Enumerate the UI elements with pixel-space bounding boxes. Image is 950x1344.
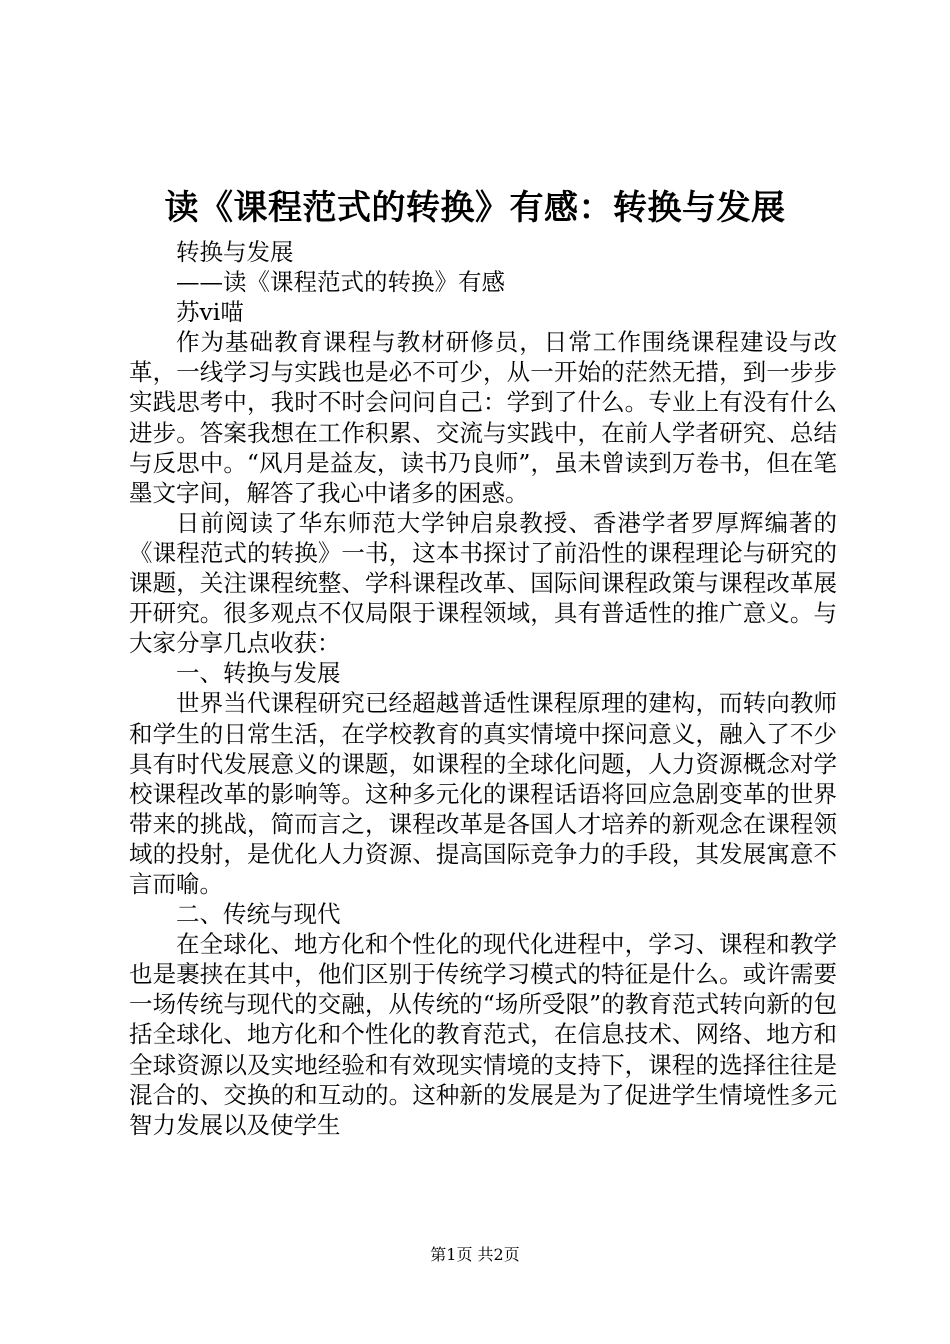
- paragraph-section-1: 世界当代课程研究已经超越普适性课程原理的建构，而转向教师和学生的日常生活，在学校教育的真实情境中探问意义，融入了不少具有时代发展意义的课题，如课程的全球化问题，人力资源概念对学校课程改革的影响等。这种多元化的课程话语将回应急剧变革的世界带来的挑战，简而言之，课程改革是各国人才培养的新观念在课程领域的投射，是优化人力资源、提高国际竞争力的手段，其发展寓意不言而喻。: [129, 689, 837, 898]
- document-body: [129, 237, 837, 1140]
- section-heading-2: 二、传统与现代: [176, 900, 341, 929]
- subtitle-secondary: ——读《课程范式的转换》有感: [176, 268, 505, 297]
- subtitle: 转换与发展: [176, 238, 294, 266]
- section-heading-1: 一、转换与发展: [176, 659, 341, 688]
- paragraph-section-2: 在全球化、地方化和个性化的现代化进程中，学习、课程和教学也是裹挟在其中，他们区别于传统学习模式的特征是什么。或许需要一场传统与现代的交融，从传统的“场所受限”的教育范式转向新的包括全球化、地方化和个性化的教育范式，在信息技术、网络、地方和全球资源以及实地经验和有效现实情境的支持下，课程的选择往往是混合的、交换的和互动的。这种新的发展是为了促进学生情境性多元智力发展以及使学生: [129, 930, 837, 1139]
- author: 苏vi喵: [176, 298, 244, 327]
- paragraph-book: 日前阅读了华东师范大学钟启泉教授、香港学者罗厚辉编著的《课程范式的转换》一书，这本书探讨了前沿性的课程理论与研究的课题，关注课程统整、学科课程改革、国际间课程政策与课程改革展开研究。很多观点不仅局限于课程领域，具有普适性的推广意义。与大家分享几点收获：: [129, 508, 837, 658]
- page-footer: 第1页 共2页: [430, 1245, 520, 1264]
- paragraph-intro: 作为基础教育课程与教材研修员，日常工作围绕课程建设与改革，一线学习与实践也是必不可少，从一开始的茫然无措，到一步步实践思考中，我时不时会问问自己：学到了什么。专业上有没有什么进步。答案我想在工作积累、交流与实践中，在前人学者研究、总结与反思中。“风月是益友，读书乃良师”，虽未曾读到万卷书，但在笔墨文字间，解答了我心中诸多的困惑。: [129, 328, 837, 507]
- document-title: 读《课程范式的转换》有感：转换与发展: [164, 188, 786, 228]
